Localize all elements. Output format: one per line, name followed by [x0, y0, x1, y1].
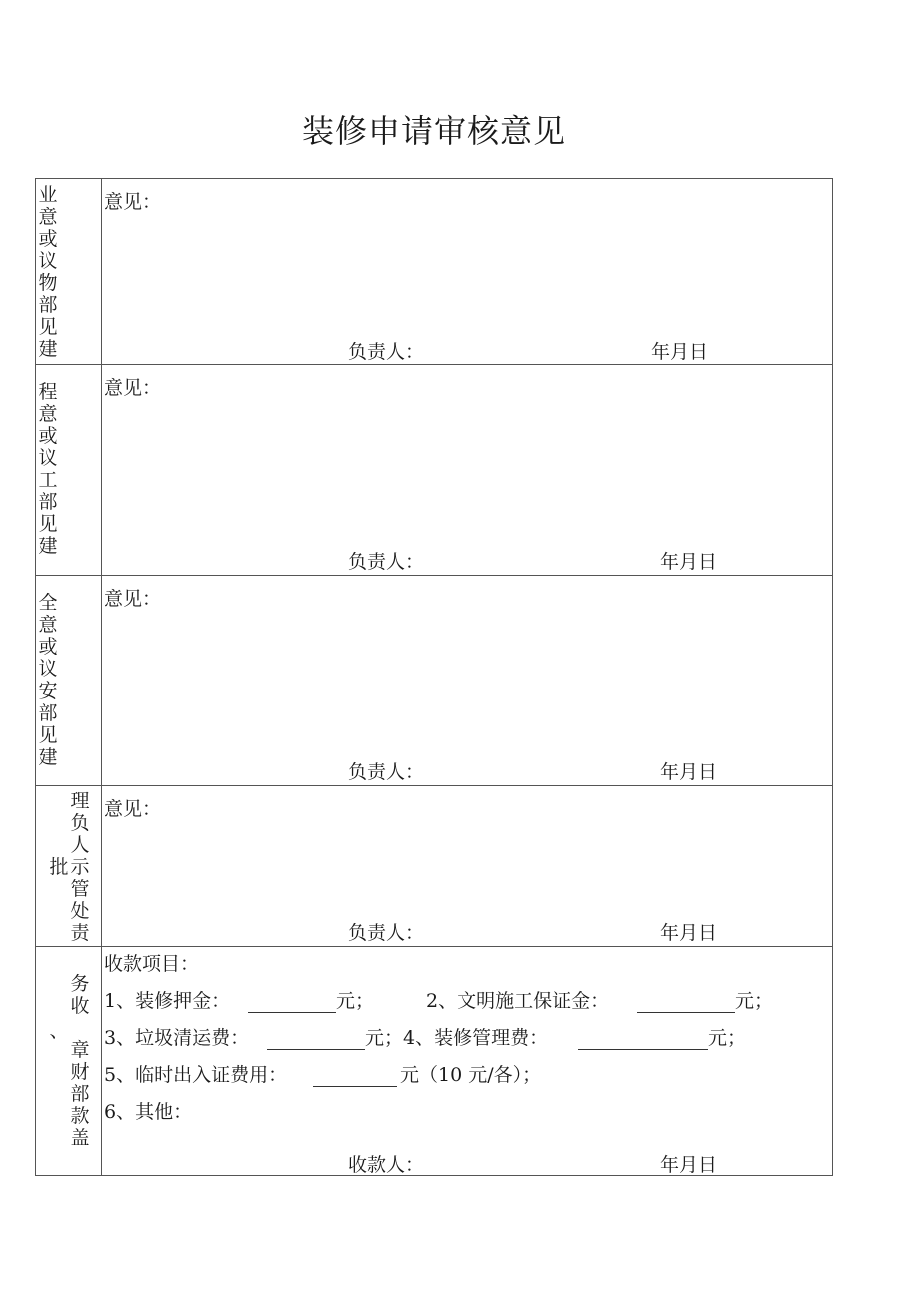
row-divider — [35, 364, 833, 365]
management-fee-blank[interactable] — [578, 1027, 708, 1050]
section-4-label-col2: 理 负 人 示 管 处 责 — [70, 790, 90, 944]
deposit-label: 1、装修押金： — [104, 990, 231, 1012]
temp-pass-fee-blank[interactable] — [313, 1064, 397, 1087]
signer-label: 负责人： — [348, 551, 425, 573]
opinion-label: 意见： — [104, 798, 162, 820]
deposit-unit: 元； — [336, 990, 375, 1012]
signer-label: 负责人： — [348, 761, 425, 783]
date-label: 年月日 — [660, 922, 718, 944]
payee-label: 收款人： — [348, 1154, 425, 1176]
other-fee-label: 6、其他： — [104, 1101, 193, 1123]
section-4-label-col1: 批 — [49, 856, 69, 878]
date-label: 年月日 — [651, 341, 709, 363]
section-5-label-col1: 、 — [49, 1020, 69, 1042]
fee-items-header: 收款项目： — [104, 953, 200, 975]
construction-guarantee-label: 2、文明施工保证金： — [426, 990, 610, 1012]
temp-pass-fee-unit: 元（10 元/各）； — [400, 1064, 542, 1086]
garbage-fee-blank[interactable] — [267, 1027, 365, 1050]
guarantee-amount-blank[interactable] — [637, 990, 735, 1013]
opinion-label: 意见： — [104, 588, 162, 610]
management-fee-label: 元；4、装修管理费： — [365, 1027, 549, 1049]
page-title: 装修申请审核意见 — [301, 112, 566, 150]
deposit-amount-blank[interactable] — [248, 990, 336, 1013]
signer-label: 负责人： — [348, 341, 425, 363]
section-1-label: 业 意 或 议 物 部 见 建 — [38, 184, 58, 360]
section-5-label-col2: 务 收 章 财 部 款 盖 — [70, 973, 90, 1149]
section-3-label: 全 意 或 议 安 部 见 建 — [38, 592, 58, 768]
guarantee-unit: 元； — [735, 990, 774, 1012]
section-2-label: 程 意 或 议 工 部 见 建 — [38, 381, 58, 557]
opinion-label: 意见： — [104, 191, 162, 213]
opinion-label: 意见： — [104, 377, 162, 399]
date-label: 年月日 — [660, 761, 718, 783]
temp-pass-fee-label: 5、临时出入证费用： — [104, 1064, 288, 1086]
date-label: 年月日 — [660, 551, 718, 573]
signer-label: 负责人： — [348, 922, 425, 944]
garbage-fee-label: 3、垃圾清运费： — [104, 1027, 250, 1049]
row-divider — [35, 575, 833, 576]
row-divider — [35, 785, 833, 786]
date-label: 年月日 — [660, 1154, 718, 1176]
management-fee-unit: 元； — [708, 1027, 747, 1049]
row-divider — [35, 946, 833, 947]
column-divider — [101, 178, 102, 1176]
